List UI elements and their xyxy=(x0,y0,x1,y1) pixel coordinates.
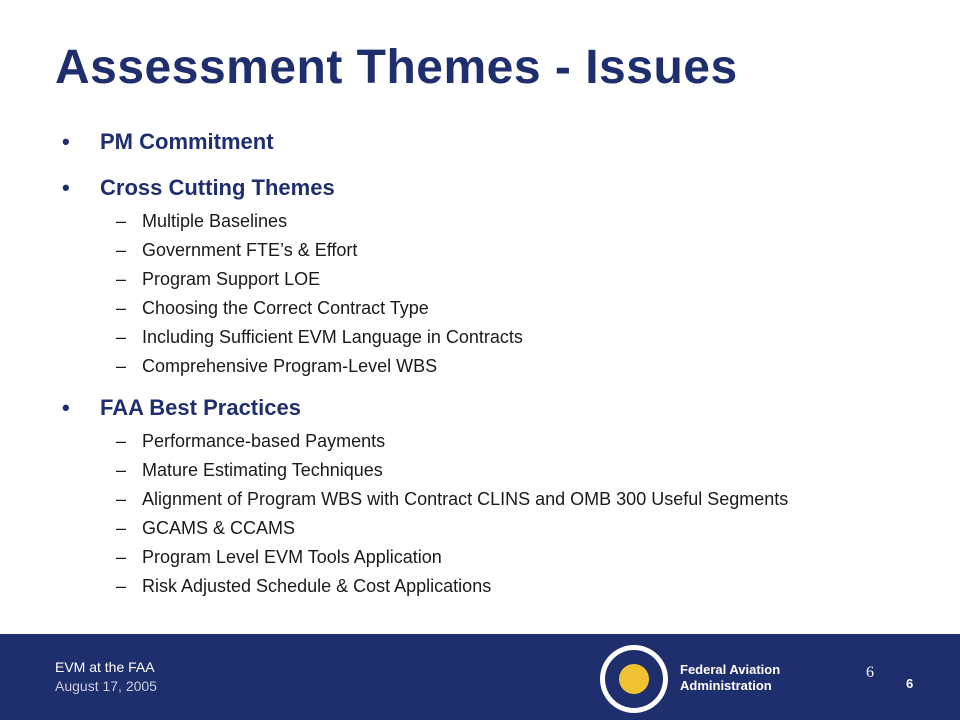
page-number-serif: 6 xyxy=(866,664,874,681)
sub-item-text: Performance-based Payments xyxy=(142,431,386,451)
dash-icon: – xyxy=(116,431,127,451)
page-number: 6 xyxy=(906,676,914,691)
bullet-item xyxy=(62,173,922,203)
sub-item-text: Including Sufficient EVM Language in Contracts xyxy=(142,327,523,347)
dash-icon: – xyxy=(116,269,127,289)
bullet-item xyxy=(62,127,922,157)
sub-item-text: Risk Adjusted Schedule & Cost Applications xyxy=(142,576,492,596)
sub-item xyxy=(62,430,922,452)
dash-icon: – xyxy=(116,298,127,318)
sub-item xyxy=(62,239,922,261)
dash-icon: – xyxy=(116,327,127,347)
bullet-dot-icon: • xyxy=(62,175,70,200)
sub-item-text: Program Level EVM Tools Application xyxy=(142,547,442,567)
sub-item-text: Mature Estimating Techniques xyxy=(142,460,383,480)
sub-item xyxy=(62,517,922,539)
bullet-group-cross-cutting xyxy=(62,173,922,377)
sub-item xyxy=(62,575,922,597)
sub-item xyxy=(62,297,922,319)
dash-icon: – xyxy=(116,489,127,509)
sub-item xyxy=(62,326,922,348)
dash-icon: – xyxy=(116,547,127,567)
dash-icon: – xyxy=(116,518,127,538)
bullet-item xyxy=(62,393,922,423)
bullet-group-pm-commitment xyxy=(62,127,922,157)
sub-item xyxy=(62,355,922,377)
dash-icon: – xyxy=(116,211,127,231)
dash-icon: – xyxy=(116,576,127,596)
footer-date: August 17, 2005 xyxy=(55,678,157,694)
org-name xyxy=(680,662,780,694)
sub-item-text: Multiple Baselines xyxy=(142,211,288,231)
sub-item xyxy=(62,546,922,568)
bullet-dot-icon: • xyxy=(62,395,70,420)
footer-title: EVM at the FAA xyxy=(55,659,155,675)
sub-item xyxy=(62,268,922,290)
dash-icon: – xyxy=(116,356,127,376)
sub-item-text: Government FTE’s & Effort xyxy=(142,240,358,260)
slide-content xyxy=(62,127,922,613)
org-name-line2: Administration xyxy=(680,678,772,693)
sub-item-text: Comprehensive Program-Level WBS xyxy=(142,356,438,376)
dash-icon: – xyxy=(116,460,127,480)
sub-item-text: GCAMS & CCAMS xyxy=(142,518,296,538)
sub-item xyxy=(62,488,922,510)
bullet-label: Cross Cutting Themes xyxy=(100,175,335,200)
bullet-dot-icon: • xyxy=(62,129,70,154)
slide-title: Assessment Themes - Issues xyxy=(55,41,738,94)
faa-seal-icon xyxy=(600,645,668,713)
bullet-label: PM Commitment xyxy=(100,129,274,154)
sub-item xyxy=(62,459,922,481)
footer-bar xyxy=(0,634,960,720)
sub-item xyxy=(62,210,922,232)
sub-item-text: Program Support LOE xyxy=(142,269,321,289)
sub-item-text: Alignment of Program WBS with Contract CLINS and OMB 300 Useful Segments xyxy=(142,489,789,509)
dash-icon: – xyxy=(116,240,127,260)
bullet-label: FAA Best Practices xyxy=(100,395,301,420)
sub-item-text: Choosing the Correct Contract Type xyxy=(142,298,429,318)
bullet-group-best-practices xyxy=(62,393,922,597)
org-name-line1: Federal Aviation xyxy=(680,662,781,677)
